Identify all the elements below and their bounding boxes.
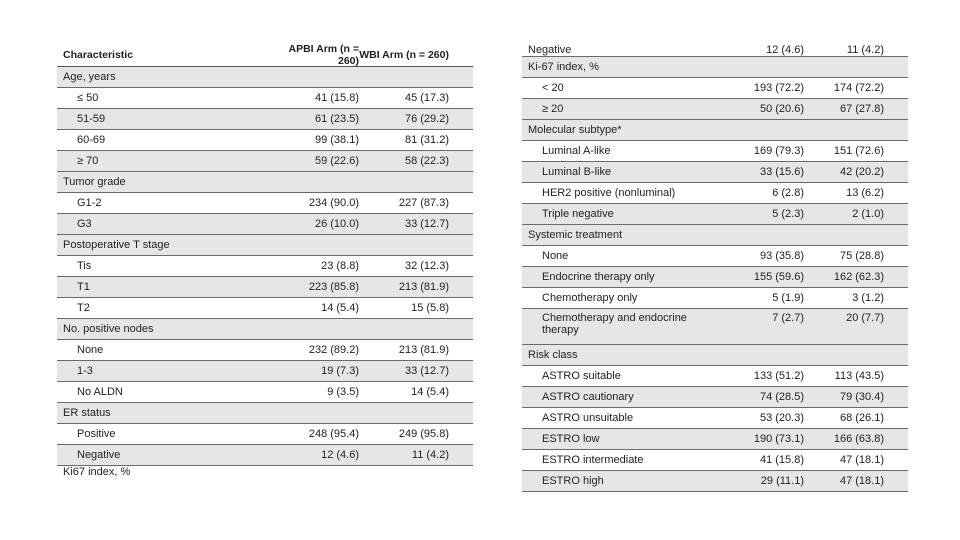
section-header-row — [57, 319, 473, 340]
table-row — [522, 141, 908, 162]
apbi-value: 12 (4.6) — [321, 449, 359, 461]
apbi-value: 5 (2.3) — [772, 208, 804, 220]
wbi-value: 213 (81.9) — [398, 344, 449, 356]
wbi-value: 20 (7.7) — [846, 312, 884, 324]
row-label: Tis — [77, 260, 92, 272]
wbi-value: 2 (1.0) — [852, 208, 884, 220]
row-label: T2 — [77, 302, 90, 314]
table-row — [57, 214, 473, 235]
table-row — [522, 246, 908, 267]
row-label: Ki-67 index, % — [528, 61, 599, 73]
apbi-value: 14 (5.4) — [321, 302, 359, 314]
apbi-value: 5 (1.9) — [772, 292, 804, 304]
apbi-value: 99 (38.1) — [314, 134, 359, 146]
wbi-value: 75 (28.8) — [839, 250, 884, 262]
section-header-row — [57, 403, 473, 424]
table-row — [57, 445, 473, 466]
wbi-value: 45 (17.3) — [404, 92, 449, 104]
table-row — [57, 256, 473, 277]
row-label: 51-59 — [77, 113, 106, 125]
apbi-value: 29 (11.1) — [760, 475, 804, 487]
apbi-value: 234 (90.0) — [308, 197, 359, 209]
row-label: No. positive nodes — [63, 323, 154, 335]
row-label: None — [77, 344, 104, 356]
section-header-row — [522, 57, 908, 78]
row-label: ≤ 50 — [77, 92, 99, 104]
table-row — [522, 267, 908, 288]
apbi-value: 193 (72.2) — [753, 82, 804, 94]
right-table-panel — [522, 44, 908, 487]
apbi-value: 53 (20.3) — [759, 412, 804, 424]
wbi-value: 58 (22.3) — [404, 155, 449, 167]
apbi-value: 23 (8.8) — [321, 260, 359, 272]
row-label: HER2 positive (nonluminal) — [542, 187, 676, 199]
left-table-body — [57, 67, 473, 466]
row-label: < 20 — [542, 82, 564, 94]
row-label: 1-3 — [77, 365, 93, 377]
wbi-value: 11 (4.2) — [411, 449, 449, 461]
row-label: Positive — [77, 428, 116, 440]
apbi-value: 74 (28.5) — [759, 391, 804, 403]
apbi-value: 59 (22.6) — [314, 155, 359, 167]
table-row — [522, 408, 908, 429]
apbi-value: 33 (15.6) — [759, 166, 804, 178]
row-label: Triple negative — [542, 208, 614, 220]
wbi-value: 249 (95.8) — [398, 428, 449, 440]
table-row — [522, 387, 908, 408]
row-label: 60-69 — [77, 134, 106, 146]
row-label: ESTRO low — [542, 433, 600, 445]
row-label: ≥ 20 — [542, 103, 564, 115]
row-label: ESTRO high — [542, 475, 604, 487]
apbi-value: 19 (7.3) — [321, 365, 359, 377]
table-row — [522, 366, 908, 387]
table-row — [57, 130, 473, 151]
wbi-value: 3 (1.2) — [852, 292, 884, 304]
wbi-value: 162 (62.3) — [833, 271, 884, 283]
table-header — [57, 44, 473, 67]
row-label: Age, years — [63, 71, 116, 83]
apbi-value: 41 (15.8) — [314, 92, 359, 104]
section-header-row — [522, 225, 908, 246]
wbi-value: 81 (31.2) — [404, 134, 449, 146]
table-row — [522, 288, 908, 309]
row-label: ER status — [63, 407, 111, 419]
wbi-value: 13 (6.2) — [846, 187, 884, 199]
row-label: Chemotherapy only — [542, 292, 638, 304]
table-row — [522, 183, 908, 204]
table-row — [57, 88, 473, 109]
table-row — [57, 151, 473, 172]
apbi-value: 248 (95.4) — [308, 428, 359, 440]
wbi-value: 33 (12.7) — [404, 218, 449, 230]
apbi-value: 93 (35.8) — [759, 250, 804, 262]
wbi-value: 113 (43.5) — [834, 370, 884, 382]
table-row — [57, 340, 473, 361]
wbi-value: 47 (18.1) — [839, 475, 884, 487]
header-apbi-arm: APBI Arm (n = 260) — [288, 43, 359, 67]
row-label: ASTRO suitable — [542, 370, 621, 382]
header-characteristic: Characteristic — [63, 49, 134, 61]
apbi-value: 61 (23.5) — [314, 113, 359, 125]
table-row — [522, 429, 908, 450]
clipped-row — [57, 466, 473, 478]
row-label: Luminal A-like — [542, 145, 611, 157]
wbi-value: 15 (5.8) — [411, 302, 449, 314]
wbi-value: 68 (26.1) — [839, 412, 884, 424]
right-table-body — [522, 57, 908, 492]
wbi-value: 166 (63.8) — [833, 433, 884, 445]
wbi-value: 79 (30.4) — [839, 391, 884, 403]
row-label: G3 — [77, 218, 92, 230]
section-header-row — [522, 345, 908, 366]
row-label: ASTRO unsuitable — [542, 412, 634, 424]
wbi-value: 42 (20.2) — [839, 166, 884, 178]
row-label: Ki67 index, % — [63, 466, 131, 478]
row-label: None — [542, 250, 569, 262]
section-header-row — [57, 172, 473, 193]
apbi-value: 6 (2.8) — [772, 187, 804, 199]
row-label: Luminal B-like — [542, 166, 612, 178]
row-label: T1 — [77, 281, 90, 293]
section-header-row — [57, 67, 473, 88]
row-label: Molecular subtype* — [528, 124, 622, 136]
row-label: No ALDN — [77, 386, 123, 398]
table-row — [522, 162, 908, 183]
table-row — [522, 450, 908, 471]
table-row — [57, 109, 473, 130]
wbi-value: 227 (87.3) — [398, 197, 449, 209]
wbi-value: 14 (5.4) — [411, 386, 449, 398]
row-label: Systemic treatment — [528, 229, 623, 241]
table-row — [57, 382, 473, 403]
left-table-panel — [57, 44, 473, 494]
table-row — [522, 78, 908, 99]
wbi-value: 11 (4.2) — [846, 44, 884, 56]
wbi-value: 76 (29.2) — [404, 113, 449, 125]
table-row — [57, 193, 473, 214]
table-row — [57, 424, 473, 445]
row-label: ESTRO intermediate — [542, 454, 644, 466]
row-label: G1-2 — [77, 197, 102, 209]
wbi-value: 33 (12.7) — [404, 365, 449, 377]
apbi-value: 50 (20.6) — [759, 103, 804, 115]
section-header-row — [57, 235, 473, 256]
row-label: Chemotherapy and endocrine therapy — [542, 312, 687, 336]
clipped-row — [522, 44, 908, 57]
apbi-value: 190 (73.1) — [753, 433, 804, 445]
row-label: Tumor grade — [63, 176, 126, 188]
row-label: Negative — [77, 449, 121, 461]
table-row — [522, 309, 908, 345]
wbi-value: 174 (72.2) — [833, 82, 884, 94]
wbi-value: 213 (81.9) — [398, 281, 449, 293]
row-label: Risk class — [528, 349, 578, 361]
wbi-value: 67 (27.8) — [839, 103, 884, 115]
row-label: ASTRO cautionary — [542, 391, 634, 403]
header-wbi-arm: WBI Arm (n = 260) — [359, 49, 449, 61]
row-label: ≥ 70 — [77, 155, 99, 167]
row-label: Postoperative T stage — [63, 239, 170, 251]
table-row — [522, 471, 908, 492]
apbi-value: 41 (15.8) — [759, 454, 804, 466]
apbi-value: 12 (4.6) — [766, 44, 804, 56]
table-row — [522, 99, 908, 120]
apbi-value: 7 (2.7) — [772, 312, 804, 324]
section-header-row — [522, 120, 908, 141]
wbi-value: 151 (72.6) — [833, 145, 884, 157]
apbi-value: 223 (85.8) — [308, 281, 359, 293]
wbi-value: 47 (18.1) — [839, 454, 884, 466]
wbi-value: 32 (12.3) — [404, 260, 449, 272]
row-label: Negative — [528, 44, 572, 56]
apbi-value: 232 (89.2) — [308, 344, 359, 356]
apbi-value: 169 (79.3) — [753, 145, 804, 157]
row-label: Endocrine therapy only — [542, 271, 655, 283]
table-row — [522, 204, 908, 225]
table-row — [57, 277, 473, 298]
apbi-value: 133 (51.2) — [753, 370, 804, 382]
table-row — [57, 361, 473, 382]
table-row — [57, 298, 473, 319]
apbi-value: 26 (10.0) — [314, 218, 359, 230]
apbi-value: 9 (3.5) — [327, 386, 359, 398]
apbi-value: 155 (59.6) — [753, 271, 804, 283]
